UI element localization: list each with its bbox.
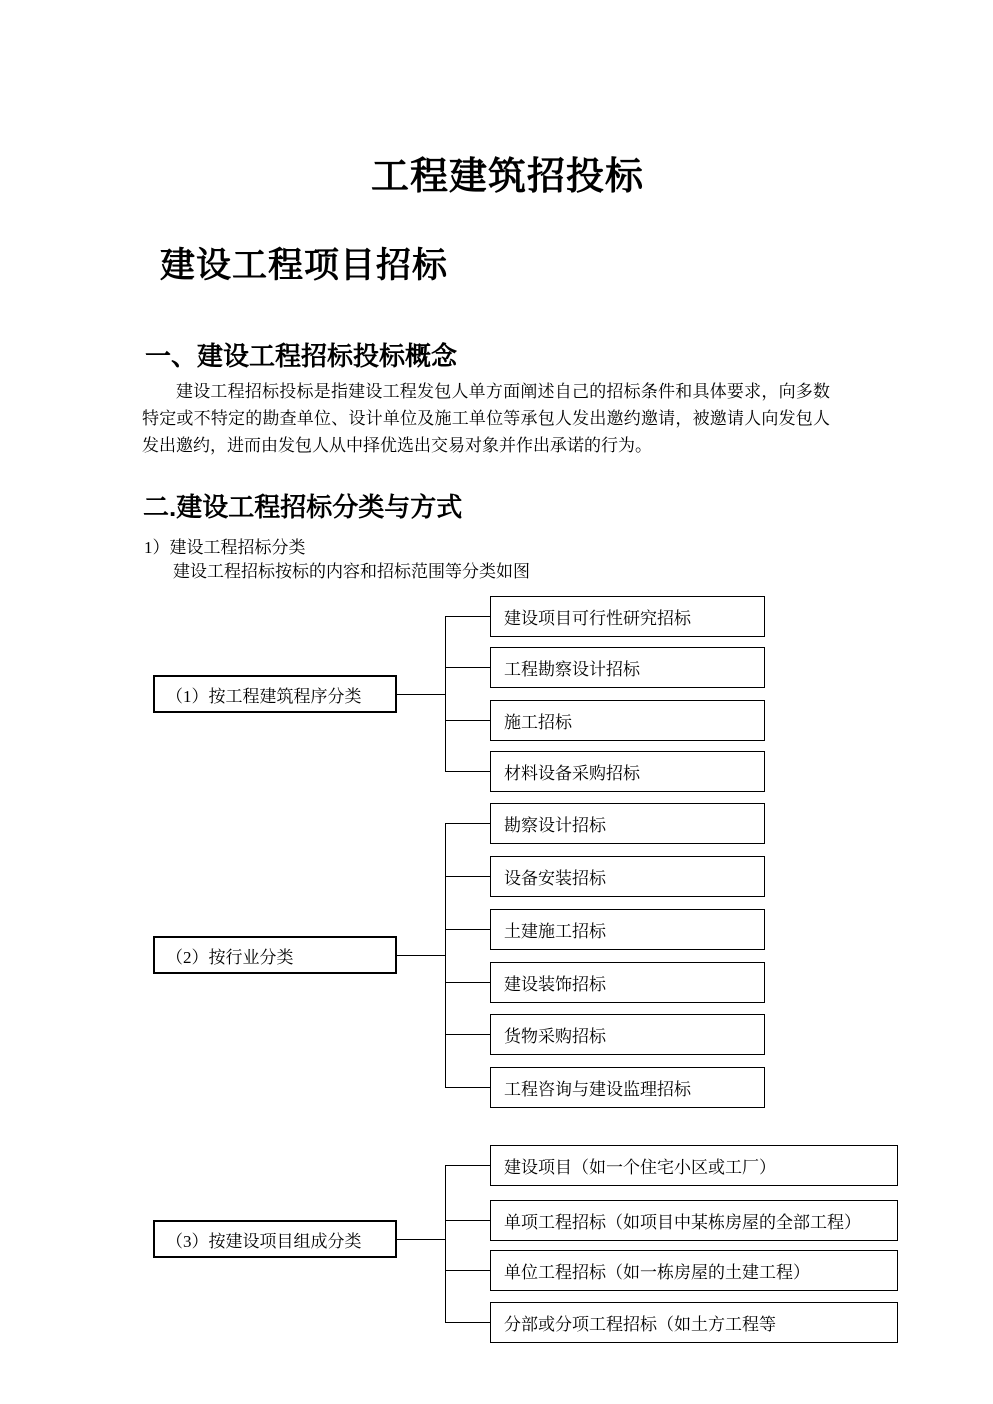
diagram-group1-item-box	[490, 647, 765, 688]
section-2-item-1: 1）建设工程招标分类	[144, 538, 306, 557]
diagram-group2-item-box	[490, 1067, 765, 1108]
connector-line	[445, 929, 490, 930]
connector-line	[445, 616, 446, 772]
connector-line	[445, 982, 490, 983]
diagram-group2-category-box	[153, 936, 397, 974]
diagram-item-label: 单位工程招标（如一栋房屋的土建工程）	[504, 1263, 810, 1282]
section-1-heading: 一、建设工程招标投标概念	[145, 341, 458, 371]
diagram-item-label: 勘察设计招标	[504, 816, 606, 835]
document-title: 工程建筑招投标	[370, 156, 644, 198]
diagram-group2-item-box	[490, 803, 765, 844]
diagram-item-label: 材料设备采购招标	[504, 764, 640, 783]
diagram-group2-item-box	[490, 1014, 765, 1055]
diagram-group2-item-box	[490, 856, 765, 897]
diagram-group1-category-box	[153, 675, 397, 713]
connector-line	[445, 823, 446, 1088]
connector-line	[445, 667, 490, 668]
diagram-group2-item-box	[490, 909, 765, 950]
section-2-heading: 二.建设工程招标分类与方式	[143, 492, 463, 522]
connector-line	[397, 1239, 445, 1240]
connector-line	[445, 1165, 446, 1323]
connector-line	[445, 1220, 490, 1221]
diagram-item-label: 土建施工招标	[504, 922, 606, 941]
diagram-item-label: 建设装饰招标	[504, 975, 606, 994]
connector-line	[445, 720, 490, 721]
connector-line	[445, 823, 490, 824]
diagram-item-label: 建设项目可行性研究招标	[504, 609, 691, 628]
diagram-item-label: 设备安装招标	[504, 869, 606, 888]
diagram-group1-item-box	[490, 700, 765, 741]
connector-line	[445, 1165, 490, 1166]
diagram-group1-item-box	[490, 596, 765, 637]
connector-line	[445, 1034, 490, 1035]
connector-line	[445, 771, 490, 772]
diagram-item-label: 工程勘察设计招标	[504, 660, 640, 679]
diagram-group3-category-label: （3）按建设项目组成分类	[166, 1231, 362, 1251]
diagram-group3-item-box	[490, 1302, 898, 1343]
connector-line	[445, 616, 490, 617]
diagram-group3-item-box	[490, 1250, 898, 1291]
diagram-item-label: 工程咨询与建设监理招标	[504, 1080, 691, 1099]
diagram-group3-category-box	[153, 1220, 397, 1258]
connector-line	[445, 1270, 490, 1271]
document-subtitle: 建设工程项目招标	[160, 246, 449, 285]
connector-line	[445, 1087, 490, 1088]
section-2-item-1-note: 建设工程招标按标的内容和招标范围等分类如图	[173, 562, 530, 581]
connector-line	[397, 694, 445, 695]
diagram-group2-item-box	[490, 962, 765, 1003]
diagram-item-label: 分部或分项工程招标（如土方工程等	[504, 1315, 776, 1334]
section-1-paragraph: 建设工程招标投标是指建设工程发包人单方面阐述自己的招标条件和具体要求，向多数特定或不特定的勘查单位、设计单位及施工单位等承包人发出邀约邀请，被邀请人向发包人发出邀约，进而由发包人从中择优选出交易对象并作出承诺的行为。	[142, 382, 830, 455]
diagram-item-label: 单项工程招标（如项目中某栋房屋的全部工程）	[504, 1213, 861, 1232]
diagram-item-label: 施工招标	[504, 713, 572, 732]
diagram-group3-item-box	[490, 1200, 898, 1241]
connector-line	[445, 1322, 490, 1323]
diagram-item-label: 建设项目（如一个住宅小区或工厂）	[504, 1158, 776, 1177]
diagram-group2-category-label: （2）按行业分类	[166, 947, 294, 967]
diagram-item-label: 货物采购招标	[504, 1027, 606, 1046]
connector-line	[397, 955, 445, 956]
diagram-group1-category-label: （1）按工程建筑程序分类	[166, 686, 362, 706]
connector-line	[445, 876, 490, 877]
diagram-group1-item-box	[490, 751, 765, 792]
diagram-group3-item-box	[490, 1145, 898, 1186]
